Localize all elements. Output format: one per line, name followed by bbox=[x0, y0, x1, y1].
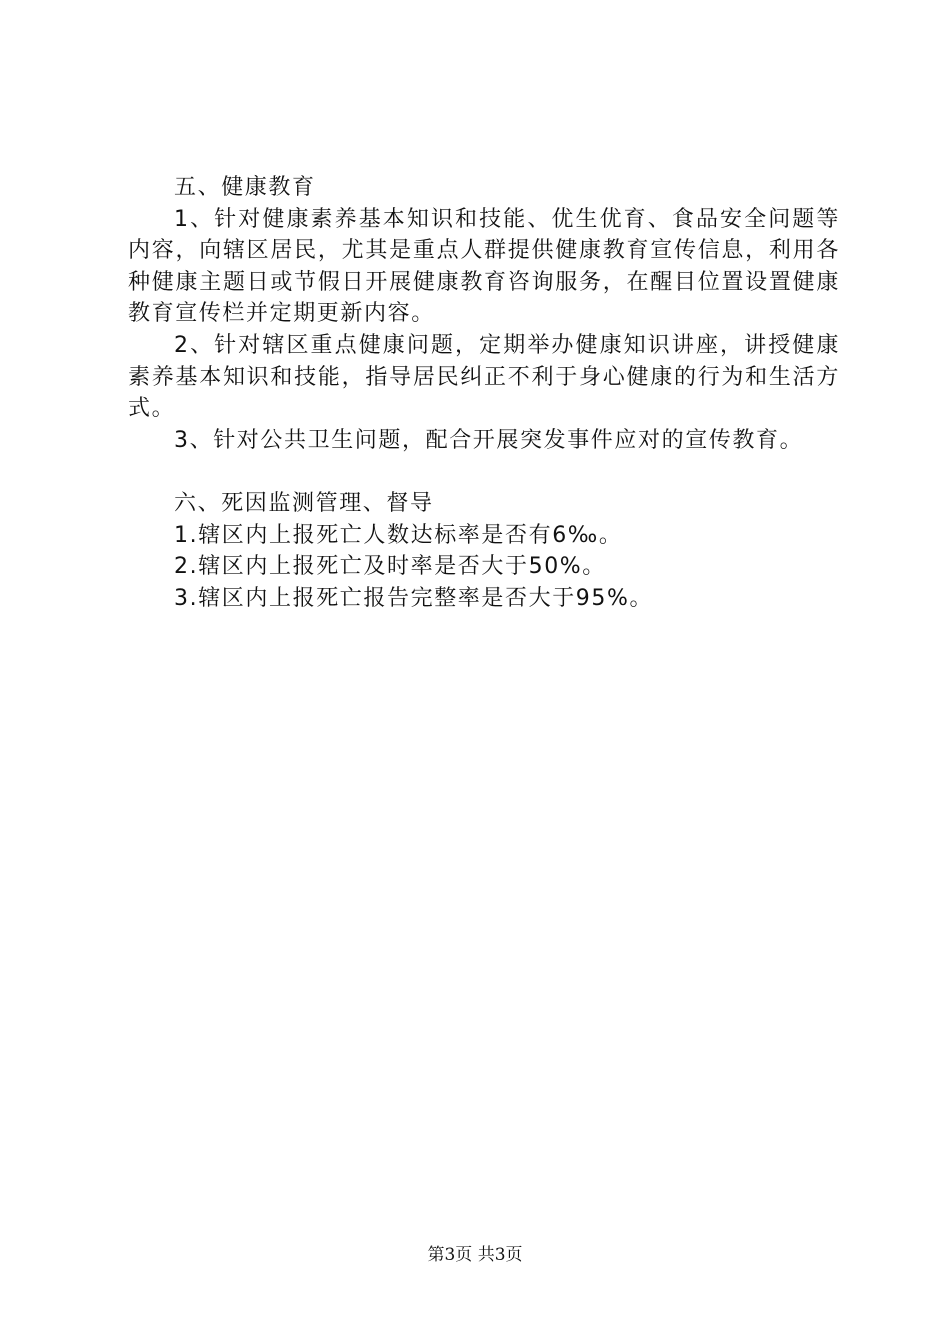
death-monitoring-item-1: 1.辖区内上报死亡人数达标率是否有6‰。 bbox=[174, 522, 623, 548]
health-education-item-1: 1、针对健康素养基本知识和技能、优生优育、食品安全问题等内容，向辖区居民，尤其是重点人群提供健康教育宣传信息，利用各种健康主题日或节假日开展健康教育咨询服务，在醒目位置设置健康教育宣传栏并定期更新内容。 bbox=[128, 206, 840, 327]
section-spacer bbox=[128, 456, 840, 488]
section-heading-death-monitoring: 六、死因监测管理、督导 bbox=[174, 490, 434, 516]
document-body bbox=[128, 172, 840, 614]
health-education-item-2: 2、针对辖区重点健康问题，定期举办健康知识讲座，讲授健康素养基本知识和技能，指导居民纠正不利于身心健康的行为和生活方式。 bbox=[128, 332, 840, 422]
death-monitoring-item-2: 2.辖区内上报死亡及时率是否大于50%。 bbox=[174, 554, 606, 580]
death-monitoring-item-3: 3.辖区内上报死亡报告完整率是否大于95%。 bbox=[174, 585, 654, 611]
health-education-item-3: 3、针对公共卫生问题，配合开展突发事件应对的宣传教育。 bbox=[174, 427, 804, 453]
page-number-footer: 第3页 共3页 bbox=[427, 1245, 523, 1265]
section-heading-health-education: 五、健康教育 bbox=[174, 175, 316, 200]
